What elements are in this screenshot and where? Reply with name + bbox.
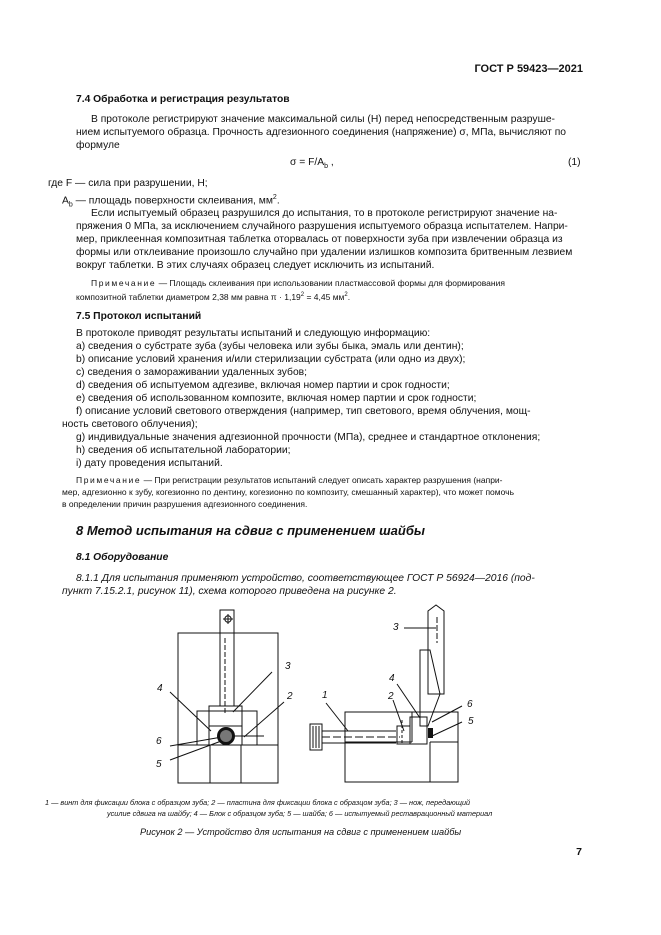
section-7-5-title: 7.5 Протокол испытаний: [76, 311, 202, 322]
s8-p-line1: 8.1.1 Для испытания применяют устройство, соответствующее ГОСТ Р 56924—2016 (под-: [76, 573, 535, 584]
page-number: 7: [576, 846, 582, 858]
standard-number: ГОСТ Р 59423—2021: [474, 63, 583, 75]
formula-number: (1): [568, 157, 581, 168]
list-item-f-line1: f) описание условий светового отверждения (например, тип светового, время облучения, мощ-: [76, 406, 531, 417]
label-5-right: 5: [468, 716, 474, 727]
label-6: 6: [156, 736, 162, 747]
note-1-line2: композитной таблетки диаметром 2,38 мм равна $\pi \cdot 1,19^2 = 4,45$ $мм^2$.: [76, 291, 351, 302]
label-1: 1: [322, 690, 328, 701]
list-item-i: i) дату проведения испытаний.: [76, 458, 223, 469]
shear-test-device-figure: [0, 600, 661, 795]
list-item-h: h) сведения об испытательной лаборатории;: [76, 445, 291, 456]
s74-p1-line1: В протоколе регистрируют значение максимальной силы (Н) перед непосредственным разруше-: [91, 114, 555, 125]
s74-p1-line3: формуле: [76, 140, 120, 151]
list-item-b: b) описание условий хранения и/или стерилизации субстрата (или одно из двух);: [76, 354, 466, 365]
note-2-line1: Примечание — При регистрации результатов испытаний следует описать характер разрушения (напри-: [76, 475, 503, 485]
list-item-c: c) сведения о замораживании удаленных зубов;: [76, 367, 308, 378]
section-8-title: 8 Метод испытания на сдвиг с применением шайбы: [76, 523, 425, 538]
where-line-2: $A_b$ — площадь поверхности склеивания, $мм^2$.: [62, 194, 280, 209]
label-2-right: 2: [388, 691, 394, 702]
list-item-g: g) индивидуальные значения адгезионной прочности (МПа), среднее и стандартное отклонения;: [76, 432, 541, 443]
label-3: 3: [285, 661, 291, 672]
s74-p2-line5: вокруг таблетки. В этих случаях образец следует исключить из испытаний.: [76, 260, 435, 271]
s74-p2-line2: пряжения 0 МПа, за исключением случайного разрушения испытуемого образца испытателем. Напри-: [76, 221, 568, 232]
s74-p2-line4: формы или отклеивание произошло случайно при удалении излишков композита бритвенным лезвием: [76, 247, 573, 258]
list-item-e: e) сведения об использованном композите, включая номер партии и срок годности;: [76, 393, 477, 404]
list-item-d: d) сведения об испытуемом адгезиве, включая номер партии и срок годности;: [76, 380, 450, 391]
left-knife: [220, 610, 234, 706]
s74-p2-line3: мер, приклеенная композитная таблетка оторвалась от поверхности зуба при извлечении образца из: [76, 234, 563, 245]
label-2: 2: [287, 691, 293, 702]
section-7-4-title: 7.4 Обработка и регистрация результатов: [76, 94, 290, 105]
s75-intro: В протоколе приводят результаты испытаний и следующую информацию:: [76, 328, 431, 339]
s74-p2-line1: Если испытуемый образец разрушился до испытания, то в протоколе регистрируют значение на-: [91, 208, 558, 219]
label-4: 4: [157, 683, 163, 694]
figure-legend-line2: усилие сдвига на шайбу; 4 — Блок с образцом зуба; 5 — шайба; 6 — испытуемый реставрационный материал: [107, 809, 493, 818]
label-5: 5: [156, 759, 162, 770]
list-item-f-line2: ность светового облучения);: [62, 419, 198, 430]
label-3-right: 3: [393, 622, 399, 633]
formula-1: $\sigma = F/A_b$ ,: [290, 157, 334, 171]
note-2-line2: мер, адгезионно к зубу, когезионно по дентину, когезионно по композиту, смешанный характер), что может помочь: [62, 487, 515, 497]
where-line-1: где F — сила при разрушении, Н;: [48, 178, 208, 189]
section-8-1-title: 8.1 Оборудование: [76, 552, 169, 563]
note-2-line3: в определении причин разрушения адгезионного соединения.: [62, 499, 308, 509]
note-1-line1: Примечание — Площадь склеивания при использовании пластмассовой формы для формирования: [91, 278, 505, 288]
label-4-right: 4: [389, 673, 395, 684]
figure-caption: Рисунок 2 — Устройство для испытания на сдвиг с применением шайбы: [140, 827, 462, 837]
list-item-a: a) сведения о субстрате зуба (зубы человека или зубы быка, эмаль или дентин);: [76, 341, 464, 352]
right-knife: [428, 605, 444, 694]
figure-legend-line1: 1 — винт для фиксации блока с образцом зуба; 2 — пластина для фиксации блока с образцом зуба; 3 — нож, передающий: [45, 798, 471, 807]
left-device-body: [178, 633, 278, 783]
label-6-right: 6: [467, 699, 473, 710]
s74-p1-line2: нием испытуемого образца. Прочность адгезионного соединения (напряжение) σ, МПа, вычисляют по: [76, 127, 567, 138]
s8-p-line2: пункт 7.15.2.1, рисунок 11), схема которого приведена на рисунке 2.: [62, 586, 397, 597]
